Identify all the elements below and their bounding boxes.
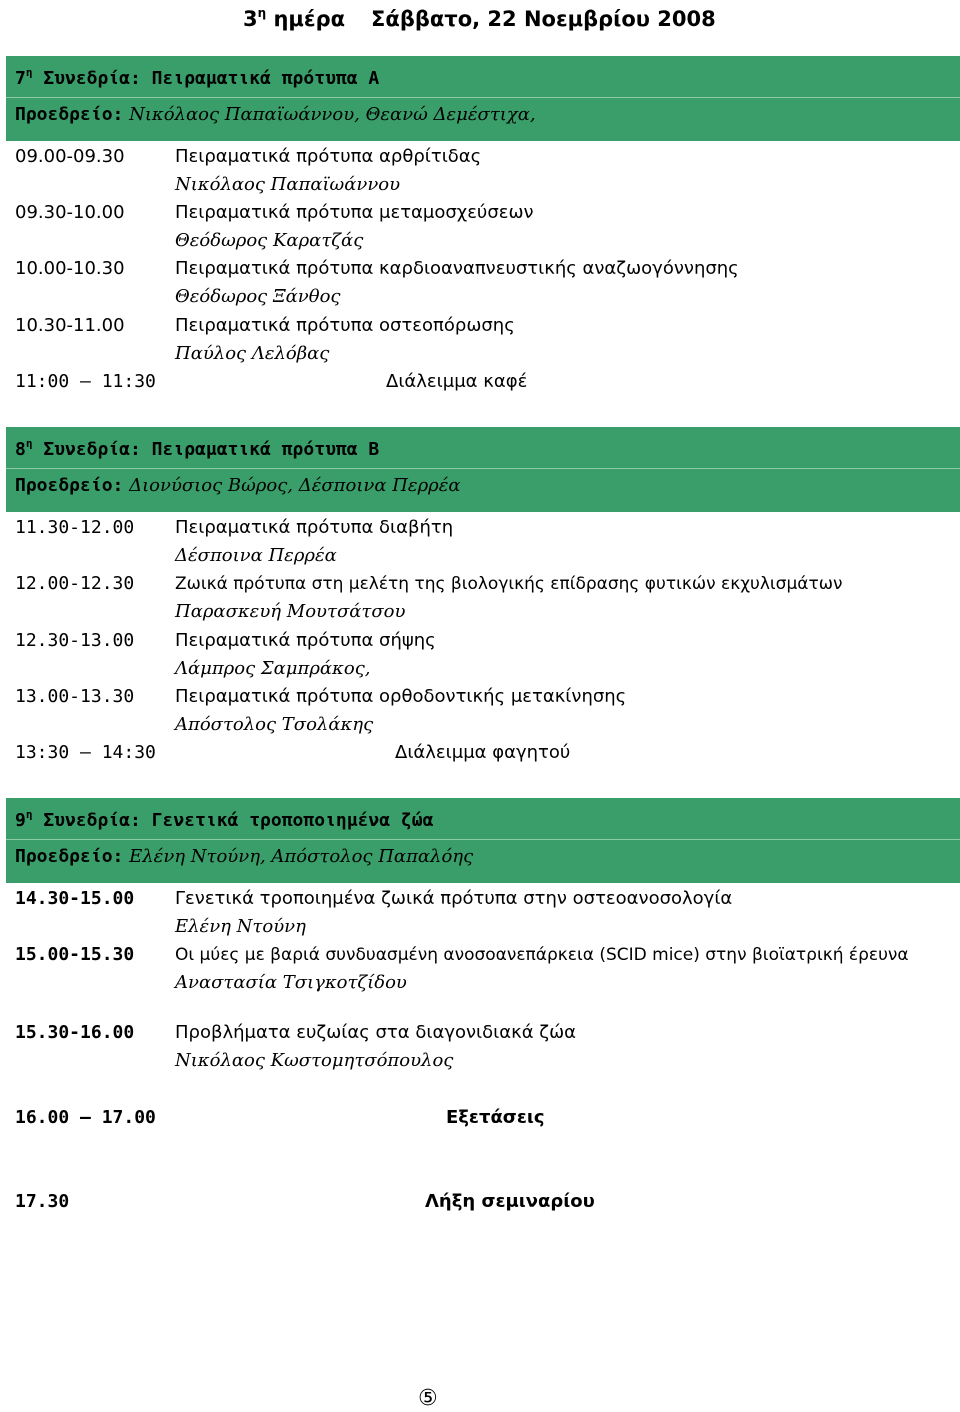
session-8-divider: [6, 468, 960, 469]
break-label: Διάλειμμα καφέ: [386, 371, 528, 392]
day-word: ημέρα: [273, 7, 346, 31]
session-8-heading: $8^\eta$ Συνεδρία: Πειραματικά πρότυπα Β: [15, 437, 380, 460]
session-9-divider: [6, 839, 960, 840]
talk-time: 09.00-09.30: [15, 146, 125, 167]
talk-speaker: Παρασκευή Μουτσάτσου: [175, 601, 406, 622]
talk-time: 11.30-12.00: [15, 517, 135, 538]
break-time: 11:00 – 11:30: [15, 371, 156, 392]
talk-title: Προβλήματα ευζωίας στα διαγονιδιακά ζώα: [175, 1022, 577, 1043]
talk-speaker: Ελένη Ντούνη: [175, 916, 306, 937]
talk-title: Ζωικά πρότυπα στη μελέτη της βιολογικής επίδρασης φυτικών εκχυλισμάτων: [175, 574, 843, 594]
talk-time: 13.00-13.30: [15, 686, 135, 707]
session-9-presidium: Προεδρείο: Ελένη Ντούνη, Απόστολος Παπαλόης: [15, 846, 474, 867]
day-title: [243, 0, 716, 32]
talk-time: 15.30-16.00: [15, 1022, 135, 1043]
day-number: 3: [243, 7, 258, 31]
talk-speaker: Παύλος Λελόβας: [175, 343, 330, 364]
talk-title: Πειραματικά πρότυπα καρδιοαναπνευστικής αναζωογόννησης: [175, 258, 739, 279]
day-number-suffix: η: [257, 6, 267, 20]
break-label: Εξετάσεις: [446, 1107, 545, 1128]
closing-label: Λήξη σεμιναρίου: [425, 1191, 595, 1212]
talk-speaker: Θεόδωρος Καρατζάς: [175, 230, 364, 251]
talk-speaker: Λάμπρος Σαμπράκος,: [175, 658, 371, 679]
talk-title: Πειραματικά πρότυπα ορθοδοντικής μετακίνησης: [175, 686, 627, 707]
talk-title: Πειραματικά πρότυπα αρθρίτιδας: [175, 146, 482, 167]
break-time: 13:30 – 14:30: [15, 742, 156, 763]
talk-speaker: Νικόλαος Κωστομητσόπουλος: [175, 1050, 454, 1071]
talk-speaker: Θεόδωρος Ξάνθος: [175, 286, 341, 307]
talk-time: 10.30-11.00: [15, 315, 125, 336]
talk-time: 15.00-15.30: [15, 944, 135, 965]
break-label: Διάλειμμα φαγητού: [395, 742, 571, 763]
session-9-heading: $9^\eta$ Συνεδρία: Γενετικά τροποποιημένα ζώα: [15, 808, 434, 831]
session-7-heading: $7^\eta$ Συνεδρία: Πειραματικά πρότυπα Α: [15, 66, 380, 89]
talk-speaker: Δέσποινα Περρέα: [175, 545, 337, 566]
talk-time: 14.30-15.00: [15, 888, 135, 909]
session-7-divider: [6, 97, 960, 98]
session-7-presidium: Προεδρείο: Νικόλαος Παπαϊωάννου, Θεανώ Δεμέστιχα,: [15, 104, 536, 125]
talk-title: Πειραματικά πρότυπα οστεοπόρωσης: [175, 315, 515, 336]
talk-time: 10.00-10.30: [15, 258, 125, 279]
talk-time: 12.00-12.30: [15, 573, 135, 594]
closing-time: 17.30: [15, 1191, 70, 1212]
talk-title: Πειραματικά πρότυπα μεταμοσχεύσεων: [175, 202, 534, 223]
talk-speaker: Νικόλαος Παπαϊωάννου: [175, 174, 401, 195]
talk-time: 12.30-13.00: [15, 630, 135, 651]
talk-time: 09.30-10.00: [15, 202, 125, 223]
talk-title: Πειραματικά πρότυπα διαβήτη: [175, 517, 454, 538]
talk-speaker: Αναστασία Τσιγκοτζίδου: [175, 972, 407, 993]
talk-title: Πειραματικά πρότυπα σήψης: [175, 630, 436, 651]
talk-speaker: Απόστολος Τσολάκης: [175, 714, 374, 735]
talk-title: Γενετικά τροποιημένα ζωικά πρότυπα στην οστεοανοσολογία: [175, 888, 733, 909]
page-number: ⑤: [418, 1386, 438, 1411]
session-8-presidium: Προεδρείο: Διονύσιος Βώρος, Δέσποινα Περρέα: [15, 475, 461, 496]
talk-title: Οι μύες με βαριά συνδυασμένη ανοσοανεπάρκεια (SCID mice) στην βιοϊατρική έρευνα: [175, 945, 909, 965]
break-time: 16.00 – 17.00: [15, 1107, 156, 1128]
day-date: Σάββατο, 22 Νοεμβρίου 2008: [371, 7, 716, 31]
